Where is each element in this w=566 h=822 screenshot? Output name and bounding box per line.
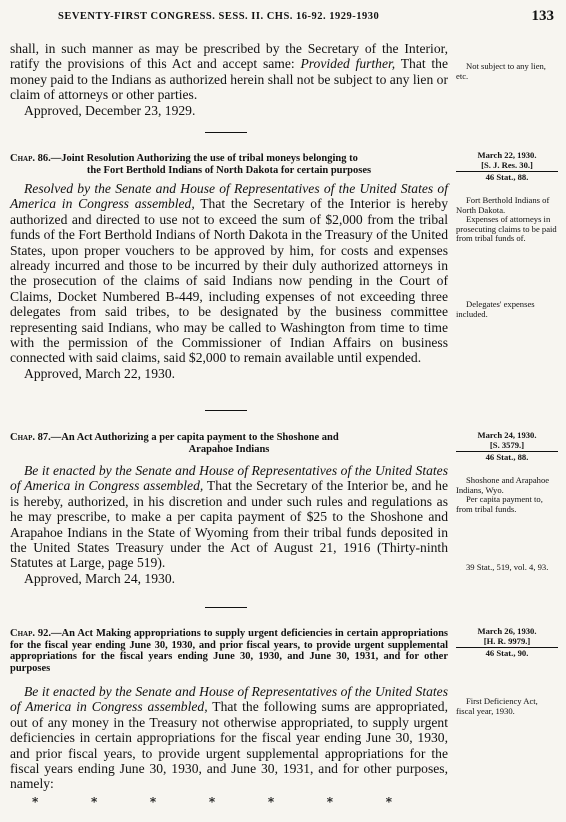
chapter-92-date-block (456, 627, 558, 659)
side-note-stat-ref: 39 Stat., 519, vol. 4, 93. (466, 562, 549, 572)
chapter-86-date-block (456, 151, 558, 183)
section-top: shall, in such manner as may be prescribed by the Secretary of the Interior, ratify the provisions of this Act and accept same: Provided further, That the money paid to the Indians as authorized herein shall not be subject to any lien or claim of attorneys or other parties. Approved, December 23, 1929. (10, 41, 449, 118)
section-divider (205, 132, 247, 133)
proviso: Provided further, (300, 56, 396, 72)
chapter-87-title: Chap. 87.—An Act Authorizing a per capita payment to the Shoshone and Arapahoe Indians (10, 432, 339, 455)
enactment-date: March 24, 1930. (477, 430, 537, 440)
page-number: 133 (531, 8, 554, 24)
bill-number: [S. 3579.] (489, 439, 525, 450)
chapter-92-body: Be it enacted by the Senate and House of Representatives of the United States of America in Congress assembled, That the following sums are appropriated, out of any money in the Treasury not otherwise appropriated, to supply urgent deficiencies in certain appropriations for the fiscal year ending June 30, 1930, and prior fiscal years, to provide urgent supplemental appropriations for the fiscal years ending June 30, 1930, and June 30, 1931, and for other purposes, namely: (10, 684, 448, 792)
chapter-label: Chap. 86. (10, 153, 51, 164)
star: * (385, 795, 392, 809)
enacting-clause: Be it enacted by the Senate and House of Representatives of the United States of America in Congress assembled, (10, 463, 448, 494)
star: * (32, 795, 39, 809)
chapter-label: Chap. 92. (10, 628, 52, 639)
side-note-lien: Not subject to any lien, etc. (456, 61, 546, 81)
omission-stars (32, 795, 392, 809)
side-note-deficiency-act: First Deficiency Act, fiscal year, 1930. (456, 696, 538, 716)
star: * (208, 795, 216, 809)
star: * (326, 795, 334, 809)
running-head: SEVENTY-FIRST CONGRESS. SESS. II. CHS. 16-92. 1929-1930 (58, 11, 380, 22)
enacting-clause: Be it enacted by the Senate and House of Representatives of the United States of America in Congress assembled, (10, 684, 448, 715)
star: * (149, 795, 157, 809)
enactment-date: March 22, 1930. (477, 150, 537, 160)
side-note-fort-berthold: Fort Berthold Indians of North Dakota. Expenses of attorneys in prosecuting claims to be paid from tribal funds of. (456, 195, 557, 244)
stat-citation: 46 Stat., 88. (456, 171, 558, 183)
approved-date: Approved, March 24, 1930. (24, 570, 176, 586)
running-header (8, 8, 558, 28)
chapter-86-title: Chap. 86.—Joint Resolution Authorizing the use of tribal moneys belonging to the Fort Berthold Indians of North Dakota for certain purposes (10, 153, 372, 176)
star: * (267, 795, 275, 809)
enactment-date: March 26, 1930. (477, 626, 537, 636)
approved-date: Approved, December 23, 1929. (24, 102, 196, 118)
side-note-delegates: Delegates' expenses included. (456, 299, 535, 319)
stat-citation: 46 Stat., 90. (456, 647, 558, 659)
chapter-86-body: Resolved by the Senate and House of Representatives of the United States of America in Congress assembled, That the Secretary of the Interior is hereby authorized and directed to use not to exceed the sum of $2,000 from the tribal funds of the Fort Berthold Indians of North Dakota in the Treasury of the United States, upon proper vouchers to be approved by him, for costs and expenses already incurred and those to be incurred by their duly authorized attorneys in the prosecution of the claims of said Indians now pending in the Court of Claims, Docket Numbered B-449, including expenses of not exceeding three delegates from said tribes, to be designated by the business committee representing said Indians, who may be called to Washington from time to time with the permission of the Commissioner of Indian Affairs on business connected with said claims, said $2,000 to remain available until expended. Approved, March 22, 1930. (10, 181, 448, 381)
bill-number: [S. J. Res. 30.] (481, 159, 533, 170)
section-divider (205, 607, 247, 608)
star: * (90, 795, 98, 809)
chapter-87-date-block (456, 431, 558, 463)
bill-number: [H. R. 9979.] (483, 635, 531, 646)
section-divider (205, 410, 247, 411)
chapter-92-title: Chap. 92.—An Act Making appropriations to supply urgent deficiencies in certain appropriations for the fiscal year ending June 30, 1930, and prior fiscal years, to provide urgent supplemental appropriations for the fiscal years ending June 30, 1930, and June 30, 1931, and for other purposes (10, 628, 449, 674)
enacting-clause: Resolved by the Senate and House of Representatives of the United States of America in Congress assembled, (10, 181, 448, 212)
approved-date: Approved, March 22, 1930. (24, 365, 176, 381)
chapter-87-body: Be it enacted by the Senate and House of Representatives of the United States of America in Congress assembled, That the Secretary of the Interior be, and he is hereby, authorized, in his discretion and under such rules and regulations as he may prescribe, to make a per capita payment of $25 to the Shoshone and Arapahoe Indians in the State of Wyoming from their tribal funds deposited in the United States Treasury under the Act of August 21, 1916 (Thirty-ninth Statutes at Large, page 519). Approved, March 24, 1930. (10, 463, 448, 586)
chapter-label: Chap. 87. (10, 432, 51, 443)
stat-citation: 46 Stat., 88. (456, 451, 558, 463)
side-note-shoshone: Shoshone and Arapahoe Indians, Wyo. Per capita payment to, from tribal funds. (456, 475, 550, 514)
